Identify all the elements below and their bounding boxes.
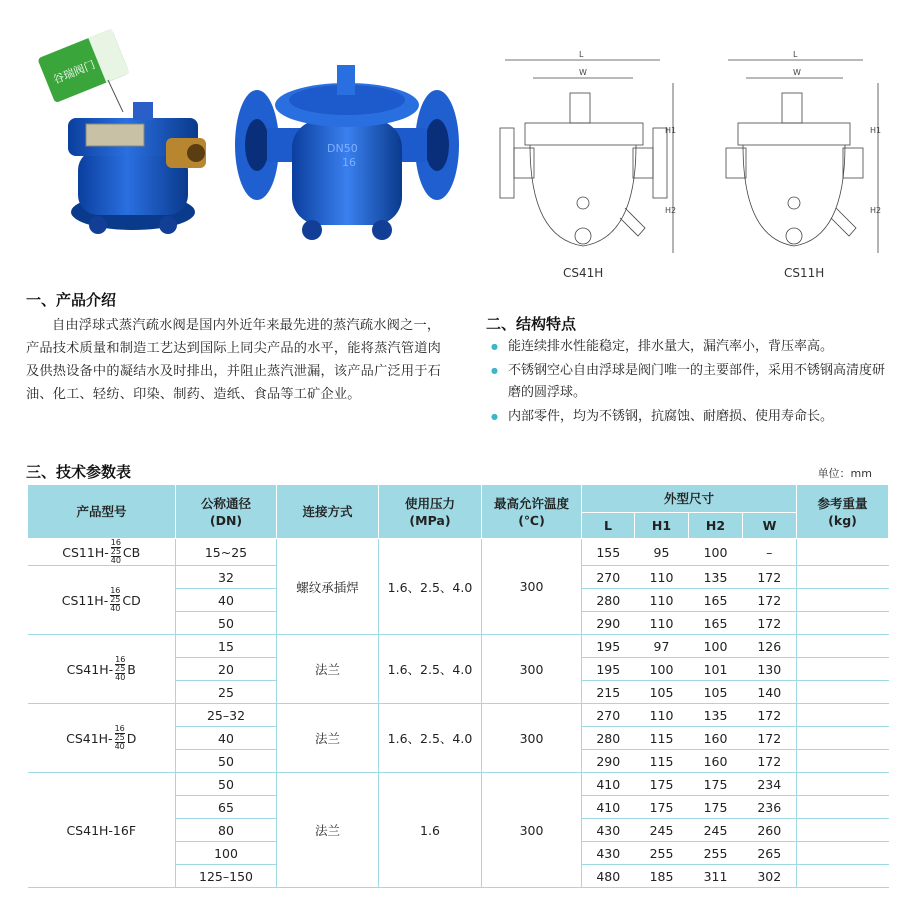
header-temperature: 最高允许温度 (℃) xyxy=(482,485,582,539)
H2-cell: 255 xyxy=(689,842,743,865)
H2-cell: 105 xyxy=(689,681,743,704)
header-weight: 参考重量 (kg) xyxy=(797,485,889,539)
H1-cell: 115 xyxy=(635,727,689,750)
H1-cell: 110 xyxy=(635,612,689,635)
structure-title: 二、结构特点 xyxy=(486,315,577,333)
H2-cell: 165 xyxy=(689,612,743,635)
dn-cell: 125–150 xyxy=(176,865,277,888)
H2-cell: 100 xyxy=(689,539,743,566)
dim-H1: H1 xyxy=(870,126,882,135)
unit-label: 单位：mm xyxy=(817,467,872,480)
W-cell: 172 xyxy=(743,566,797,589)
W-cell: 140 xyxy=(743,681,797,704)
temp-cell: 300 xyxy=(482,539,582,635)
H1-cell: 255 xyxy=(635,842,689,865)
H2-cell: 100 xyxy=(689,635,743,658)
table-row xyxy=(28,704,889,727)
drawing-cs41h xyxy=(495,48,680,253)
dn-cell: 32 xyxy=(176,566,277,589)
L-cell: 430 xyxy=(582,842,635,865)
header-L: L xyxy=(582,513,635,539)
H2-cell: 175 xyxy=(689,796,743,819)
green-tag xyxy=(38,29,129,103)
L-cell: 430 xyxy=(582,819,635,842)
dn-cell: 15 xyxy=(176,635,277,658)
connection-cell: 法兰 xyxy=(277,704,379,773)
table-row xyxy=(28,539,889,566)
product-photo-threaded-trap xyxy=(38,20,228,250)
dn-cell: 25–32 xyxy=(176,704,277,727)
H1-cell: 115 xyxy=(635,750,689,773)
L-cell: 270 xyxy=(582,704,635,727)
dn-cell: 50 xyxy=(176,612,277,635)
H1-cell: 100 xyxy=(635,658,689,681)
L-cell: 195 xyxy=(582,658,635,681)
temp-cell: 300 xyxy=(482,635,582,704)
header-dn: 公称通径 (DN) xyxy=(176,485,277,539)
H1-cell: 185 xyxy=(635,865,689,888)
dim-W: W xyxy=(793,68,801,77)
pressure-cell: 1.6 xyxy=(379,773,482,888)
model-cell: CS41H- 16 25 40 D xyxy=(28,704,176,773)
product-photo-flanged-trap xyxy=(232,60,462,250)
header-connection: 连接方式 xyxy=(277,485,379,539)
H1-cell: 110 xyxy=(635,589,689,612)
header-pressure: 使用压力 (MPa) xyxy=(379,485,482,539)
W-cell: 130 xyxy=(743,658,797,681)
L-cell: 215 xyxy=(582,681,635,704)
H2-cell: 175 xyxy=(689,773,743,796)
pressure-cell: 1.6、2.5、4.0 xyxy=(379,539,482,635)
dn-cell: 50 xyxy=(176,750,277,773)
connection-cell: 法兰 xyxy=(277,635,379,704)
W-cell: 172 xyxy=(743,704,797,727)
W-cell: 234 xyxy=(743,773,797,796)
H1-cell: 97 xyxy=(635,635,689,658)
H2-cell: 311 xyxy=(689,865,743,888)
H1-cell: 105 xyxy=(635,681,689,704)
table-row xyxy=(28,773,889,796)
L-cell: 195 xyxy=(582,635,635,658)
H2-cell: 165 xyxy=(689,589,743,612)
feature-item: ● 内部零件，均为不锈钢，抗腐蚀、耐磨损、使用寿命长。 xyxy=(486,406,886,428)
model-cell: CS41H- 16 25 40 B xyxy=(28,635,176,704)
dn-cell: 50 xyxy=(176,773,277,796)
connection-cell: 法兰 xyxy=(277,773,379,888)
intro-text: 自由浮球式蒸汽疏水阀是国内外近年来最先进的蒸汽疏水阀之一，产品技术质量和制造工艺达到国际上同尖产品的水平，能将蒸汽管道肉及供热设备中的凝结水及时排出，并阻止蒸汽泄漏，该产品广泛用于石油、化工、轻纺、印染、制药、造纸、食品等工矿企业。 xyxy=(26,318,442,402)
dn-cell: 40 xyxy=(176,589,277,612)
dim-L: L xyxy=(793,50,798,59)
W-cell: 172 xyxy=(743,612,797,635)
dim-H2: H2 xyxy=(870,206,882,215)
dn-cell: 80 xyxy=(176,819,277,842)
dn-cell: 65 xyxy=(176,796,277,819)
dn-cell: 40 xyxy=(176,727,277,750)
dim-W: W xyxy=(579,68,587,77)
feature-item: ● 能连续排水性能稳定，排水量大，漏汽率小，背压率高。 xyxy=(486,336,886,358)
W-cell: 172 xyxy=(743,589,797,612)
H1-cell: 245 xyxy=(635,819,689,842)
parameter-table xyxy=(27,484,889,888)
dn-cell: 15~25 xyxy=(176,539,277,566)
pressure-cell: 1.6、2.5、4.0 xyxy=(379,635,482,704)
params-title: 三、技术参数表 xyxy=(26,463,132,481)
table-row xyxy=(28,635,889,658)
drawing-cs11h xyxy=(718,48,888,253)
H2-cell: 135 xyxy=(689,566,743,589)
intro-title: 一、产品介绍 xyxy=(26,291,117,309)
H2-cell: 160 xyxy=(689,750,743,773)
W-cell: 260 xyxy=(743,819,797,842)
W-cell: 172 xyxy=(743,727,797,750)
L-cell: 290 xyxy=(582,612,635,635)
temp-cell: 300 xyxy=(482,704,582,773)
H1-cell: 110 xyxy=(635,704,689,727)
H2-cell: 135 xyxy=(689,704,743,727)
header-dimensions: 外型尺寸 xyxy=(582,485,797,513)
H1-cell: 110 xyxy=(635,566,689,589)
L-cell: 280 xyxy=(582,589,635,612)
model-cell: CS11H- 16 25 40 CD xyxy=(28,566,176,635)
dim-H1: H1 xyxy=(665,126,677,135)
dim-H2: H2 xyxy=(665,206,677,215)
temp-cell: 300 xyxy=(482,773,582,888)
H1-cell: 175 xyxy=(635,773,689,796)
tag-text: 谷瑞阀门 xyxy=(51,58,97,87)
feature-list xyxy=(486,336,886,430)
drawing-caption-cs41h: CS41H xyxy=(563,266,604,280)
W-cell: 236 xyxy=(743,796,797,819)
dn-cell: 100 xyxy=(176,842,277,865)
L-cell: 280 xyxy=(582,727,635,750)
W-cell: 265 xyxy=(743,842,797,865)
connection-cell: 螺纹承插焊 xyxy=(277,539,379,635)
L-cell: 410 xyxy=(582,773,635,796)
L-cell: 410 xyxy=(582,796,635,819)
dn-cell: 20 xyxy=(176,658,277,681)
header-W: W xyxy=(743,513,797,539)
header-H1: H1 xyxy=(635,513,689,539)
H2-cell: 245 xyxy=(689,819,743,842)
L-cell: 270 xyxy=(582,566,635,589)
body-marking-dn: DN50 xyxy=(327,142,358,155)
header-model: 产品型号 xyxy=(28,485,176,539)
L-cell: 290 xyxy=(582,750,635,773)
feature-item: ● 不锈钢空心自由浮球是阀门唯一的主要部件，采用不锈钢高清度研磨的圆浮球。 xyxy=(486,360,886,404)
header-H2: H2 xyxy=(689,513,743,539)
drawing-caption-cs11h: CS11H xyxy=(784,266,825,280)
model-cell: CS11H- 16 25 40 CB xyxy=(28,539,176,566)
H1-cell: 95 xyxy=(635,539,689,566)
H1-cell: 175 xyxy=(635,796,689,819)
H2-cell: 101 xyxy=(689,658,743,681)
W-cell: 172 xyxy=(743,750,797,773)
model-cell: CS41H-16F xyxy=(28,773,176,888)
body-marking-pn: 16 xyxy=(342,156,356,169)
W-cell: 126 xyxy=(743,635,797,658)
L-cell: 480 xyxy=(582,865,635,888)
pressure-cell: 1.6、2.5、4.0 xyxy=(379,704,482,773)
dim-L: L xyxy=(579,50,584,59)
W-cell: 302 xyxy=(743,865,797,888)
H2-cell: 160 xyxy=(689,727,743,750)
W-cell: – xyxy=(743,539,797,566)
L-cell: 155 xyxy=(582,539,635,566)
dn-cell: 25 xyxy=(176,681,277,704)
